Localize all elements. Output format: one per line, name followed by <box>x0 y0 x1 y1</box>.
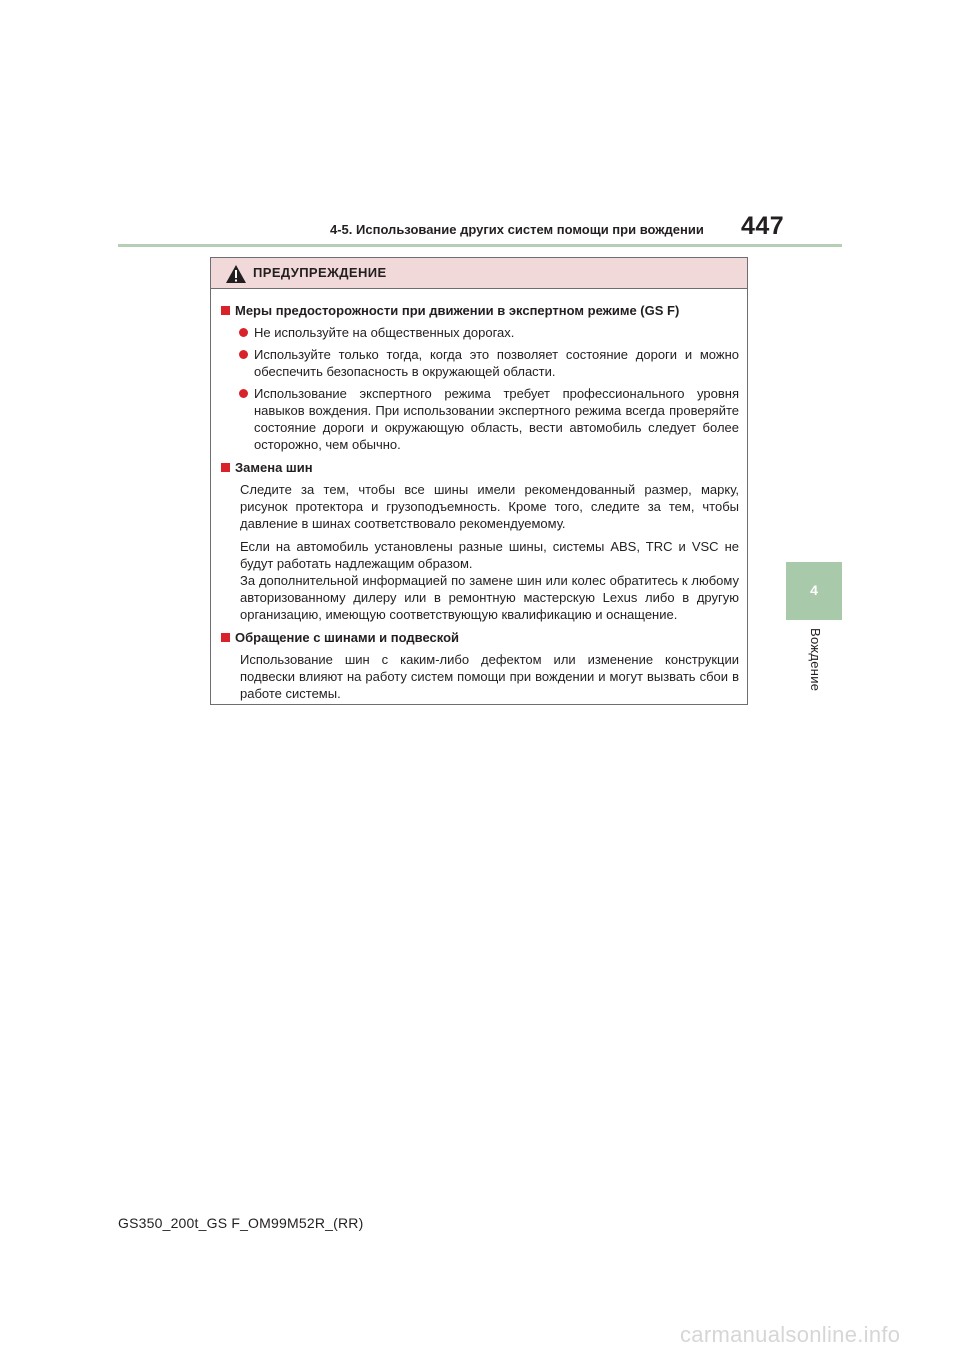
warning-header <box>211 258 747 289</box>
bullet-text: Использование экспертного режима требует профессионального уровня навыков вождения. При использовании экспертного режима всегда проверяйте состояние дороги и окружающую область, вести автомобиль следует более осторожно, чем обычно. <box>254 386 739 452</box>
watermark: carmanualsonline.info <box>680 1322 901 1347</box>
bullet-text: Не используйте на общественных дорогах. <box>254 325 515 340</box>
warning-triangle-icon <box>225 264 247 284</box>
paragraph-line: За дополнительной информацией по замене шин или колес обратитесь к любому авторизованному дилеру или в ремонтную мастерскую Lexus либо в другую организацию, имеющую соответствующую квалификацию и оснащение. <box>240 573 739 622</box>
square-bullet-icon <box>221 633 230 642</box>
section-heading-tire-replacement <box>221 459 739 476</box>
chapter-number: 4 <box>810 582 818 598</box>
bullet-text: Используйте только тогда, когда это позволяет состояние дороги и можно обеспечить безопасность в окружающей области. <box>254 347 739 379</box>
header-divider <box>118 244 842 247</box>
paragraph: Следите за тем, чтобы все шины имели рекомендованный размер, марку, рисунок протектора и грузоподъемность. Кроме того, следите за тем, чтобы давление в шинах соответствовало рекомендуемому. <box>240 482 739 531</box>
page-number: 447 <box>741 212 785 240</box>
paragraph <box>240 538 739 623</box>
section-heading-expert-mode <box>221 302 739 319</box>
section-heading-text: Меры предосторожности при движении в экспертном режиме (GS F) <box>235 303 680 318</box>
section-heading-tires-suspension <box>221 629 739 646</box>
chapter-label: Вождение <box>808 628 823 692</box>
chapter-tab <box>786 562 842 620</box>
warning-body <box>211 289 747 718</box>
square-bullet-icon <box>221 463 230 472</box>
round-bullet-icon <box>239 389 248 398</box>
section-heading-text: Замена шин <box>235 460 313 475</box>
bullet-item <box>239 324 739 341</box>
square-bullet-icon <box>221 306 230 315</box>
section-title: 4-5. Использование других систем помощи при вождении <box>330 222 704 237</box>
paragraph-line: Если на автомобиль установлены разные шины, системы ABS, TRC и VSC не будут работать надлежащим образом. <box>240 539 739 571</box>
warning-title: ПРЕДУПРЕЖДЕНИЕ <box>253 265 387 280</box>
paragraph: Использование шин с каким-либо дефектом или изменение конструкции подвески влияют на работу систем помощи при вождении и могут вызвать сбои в работе системы. <box>240 652 739 701</box>
section-heading-text: Обращение с шинами и подвеской <box>235 630 460 645</box>
bullet-item <box>239 385 739 453</box>
warning-box <box>210 257 748 705</box>
bullet-item <box>239 346 739 380</box>
round-bullet-icon <box>239 328 248 337</box>
footer-model-code: GS350_200t_GS F_OM99M52R_(RR) <box>118 1215 364 1231</box>
round-bullet-icon <box>239 350 248 359</box>
